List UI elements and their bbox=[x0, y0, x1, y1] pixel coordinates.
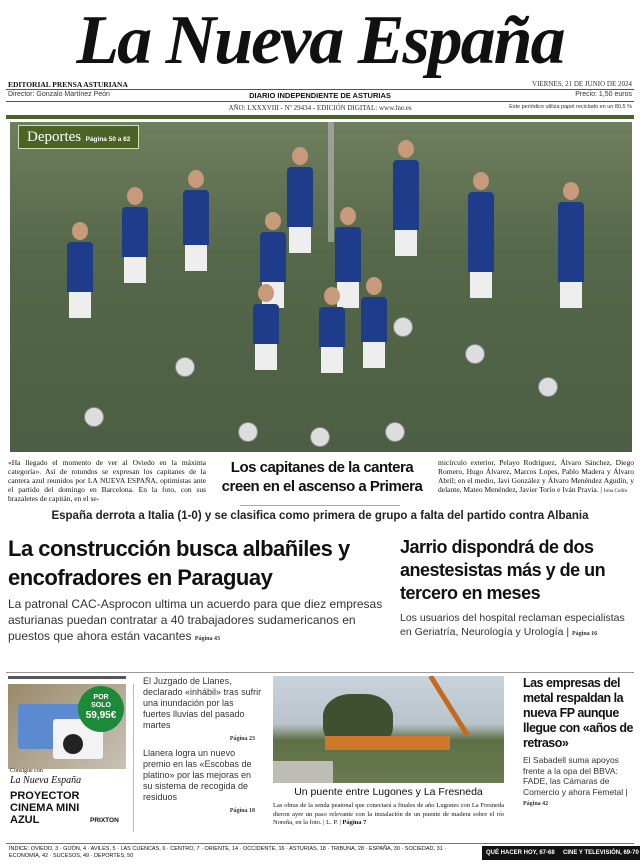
caption-left: «Ha llegado el momento de ver al Oviedo en la máxima categoría». Así de rotundos se expresan los capitanes de la cantera azul reunidos por LA NUEVA ESPAÑA, optimistas ante el partido del domingo en Barcelona. En la foto, con sus brazaletes de capitán, en el se- bbox=[8, 458, 206, 503]
main-body bbox=[8, 596, 396, 647]
right-headline[interactable]: Jarrio dispondrá de dos anestesistas más y de un tercero en meses bbox=[400, 537, 606, 603]
bridge-page: Página 7 bbox=[342, 819, 367, 826]
main-story bbox=[8, 534, 396, 647]
right-story bbox=[400, 536, 635, 641]
main-page: Página 43 bbox=[194, 636, 220, 642]
promo-maker: PRIXTON bbox=[90, 817, 119, 824]
section-pages: Página 50 a 62 bbox=[85, 136, 131, 143]
photo-credit: Irma Collín bbox=[603, 489, 627, 494]
paper-note: Este periódico utiliza papel reciclado en un 80,5 % bbox=[509, 104, 632, 110]
bridge-photo bbox=[273, 676, 504, 783]
price-top: POR bbox=[93, 694, 109, 701]
promo-consigue: Consigue con bbox=[10, 768, 43, 774]
metal-story bbox=[523, 676, 636, 810]
tagline: DIARIO INDEPENDIENTE DE ASTURIAS bbox=[249, 91, 391, 100]
right-body-text: Los usuarios del hospital reclaman especialistas en Geriatría, Neurología y Urología bbox=[400, 612, 625, 638]
price-mid: SOLO bbox=[91, 702, 111, 709]
main-headline[interactable]: La construcción busca albañiles y encofradores en Paraguay bbox=[8, 536, 350, 590]
brief-llanera[interactable] bbox=[143, 748, 263, 817]
cine-tv-link[interactable]: CINE Y TELEVISIÓN, 69-70 bbox=[559, 846, 640, 860]
masthead-title: La Nueva España bbox=[76, 2, 564, 79]
bridge-body-text: Las obras de la senda peatonal que conectará a finales de año Lugones con La Fresneda dieron ayer un paso relevante con la instalación de un puente de madera sobre el río Noreña, en la foto. | L. P. | bbox=[273, 802, 504, 826]
briefs-column bbox=[143, 676, 263, 817]
caption-right: micírculo exterior, Pelayo Rodríguez, Álvaro Sánchez, Diego Romero, Hugo Álvarez, Marcos Lopes, Pablo Madera y Álvaro Abril; en el medio, Javi González y Álvaro Menéndez Agudín, y delante, Mateo Menéndez, Javier Torío e Iván Pravia. | Irma Collín bbox=[438, 458, 634, 494]
brief-text: El Juzgado de Llanes, declarado «inhábil» tras sufrir una inundación por las fuertes lluvias del pasado martes bbox=[143, 676, 262, 730]
footer-index: ÍNDICE: OVIEDO, 3 · GIJÓN, 4 · AVILÉS, 5 · LAS CUENCAS, 6 · CENTRO, 7 · ORIENTE, 14 · OCCIDENTE, 16 · ASTURIAS, 18 · TRIBUNA, 28 · ESPAÑA, 30 · SOCIEDAD, 31 · ECONOMÍA, 42 · SUCESOS, 49 · DEPORTES, 50 bbox=[9, 846, 447, 859]
promo-product: PROYECTOR CINEMA MINI AZUL bbox=[10, 790, 80, 826]
brief-llanes[interactable] bbox=[143, 676, 263, 745]
metal-page: Página 42 bbox=[523, 801, 549, 807]
promo-projector[interactable] bbox=[8, 684, 126, 836]
bridge-body bbox=[273, 802, 504, 828]
main-body-text: La patronal CAC-Asprocon ultima un acuerdo para que diez empresas asturianas puedan contratar a 40 trabajadores sudamericanos en puestos que ahora están vacantes bbox=[8, 597, 383, 643]
caption-right-text: micírculo exterior, Pelayo Rodríguez, Álvaro Sánchez, Diego Romero, Hugo Álvarez, Marcos Lopes, Pablo Madera y Álvaro Abril; en el medio, Javi González y Álvaro Menéndez Agudín, y delante, Mateo Menéndez, Javier Torío e Iván Pravia. bbox=[438, 458, 634, 494]
lead-headline[interactable]: Los capitanes de la cantera creen en el ascenso a Primera bbox=[221, 459, 423, 495]
brief-page: Página 23 bbox=[229, 736, 255, 742]
que-hacer-link[interactable]: QUÉ HACER HOY, 67-68 bbox=[482, 846, 559, 860]
section-badge[interactable] bbox=[18, 125, 139, 149]
publisher: EDITORIAL PRENSA ASTURIANA bbox=[8, 80, 128, 89]
metal-headline[interactable]: Las empresas del metal respaldan la nueva FP aunque llegue con «años de retraso» bbox=[523, 676, 633, 750]
promo-price: 59,95€ bbox=[85, 710, 117, 721]
metal-body: El Sabadell suma apoyos frente a la opa del BBVA: FADE, las Cámaras de Comercio y ahora Femetal | Página 42 bbox=[523, 755, 628, 807]
footer-index-bar bbox=[6, 843, 639, 862]
date: VIERNES, 21 DE JUNIO DE 2024 bbox=[532, 80, 632, 88]
lead-subhead[interactable]: España derrota a Italia (1-0) y se clasifica como primera de grupo a falta del partido contra Albania bbox=[51, 510, 589, 522]
promo-brand-logo: La Nueva España bbox=[10, 775, 82, 786]
bridge-story bbox=[273, 786, 504, 828]
metal-body-text: El Sabadell suma apoyos frente a la opa del BBVA: FADE, las Cámaras de Comercio y ahora Femetal bbox=[523, 755, 624, 797]
price: Precio: 1,50 euros bbox=[575, 91, 632, 98]
promo-price-badge bbox=[78, 686, 124, 732]
edition: AÑO: LXXXVIII - Nº 29434 - EDICIÓN DIGITAL: www.lne.es bbox=[228, 104, 412, 112]
lead-photo bbox=[10, 122, 632, 452]
director: Director: Gonzalo Martínez Peón bbox=[8, 91, 110, 98]
right-page: Página 16 bbox=[571, 631, 598, 637]
brief-text: Llanera logra un nuevo premio en las «Escobas de platino» por las mejoras en su sistema de recogida de residuos bbox=[143, 748, 252, 802]
brief-page: Página 18 bbox=[229, 808, 255, 814]
right-body: Los usuarios del hospital reclaman especialistas en Geriatría, Neurología y Urología | Página 16 bbox=[400, 612, 625, 638]
bridge-headline[interactable]: Un puente entre Lugones y La Fresneda bbox=[294, 786, 483, 798]
section-label: Deportes bbox=[27, 129, 82, 145]
